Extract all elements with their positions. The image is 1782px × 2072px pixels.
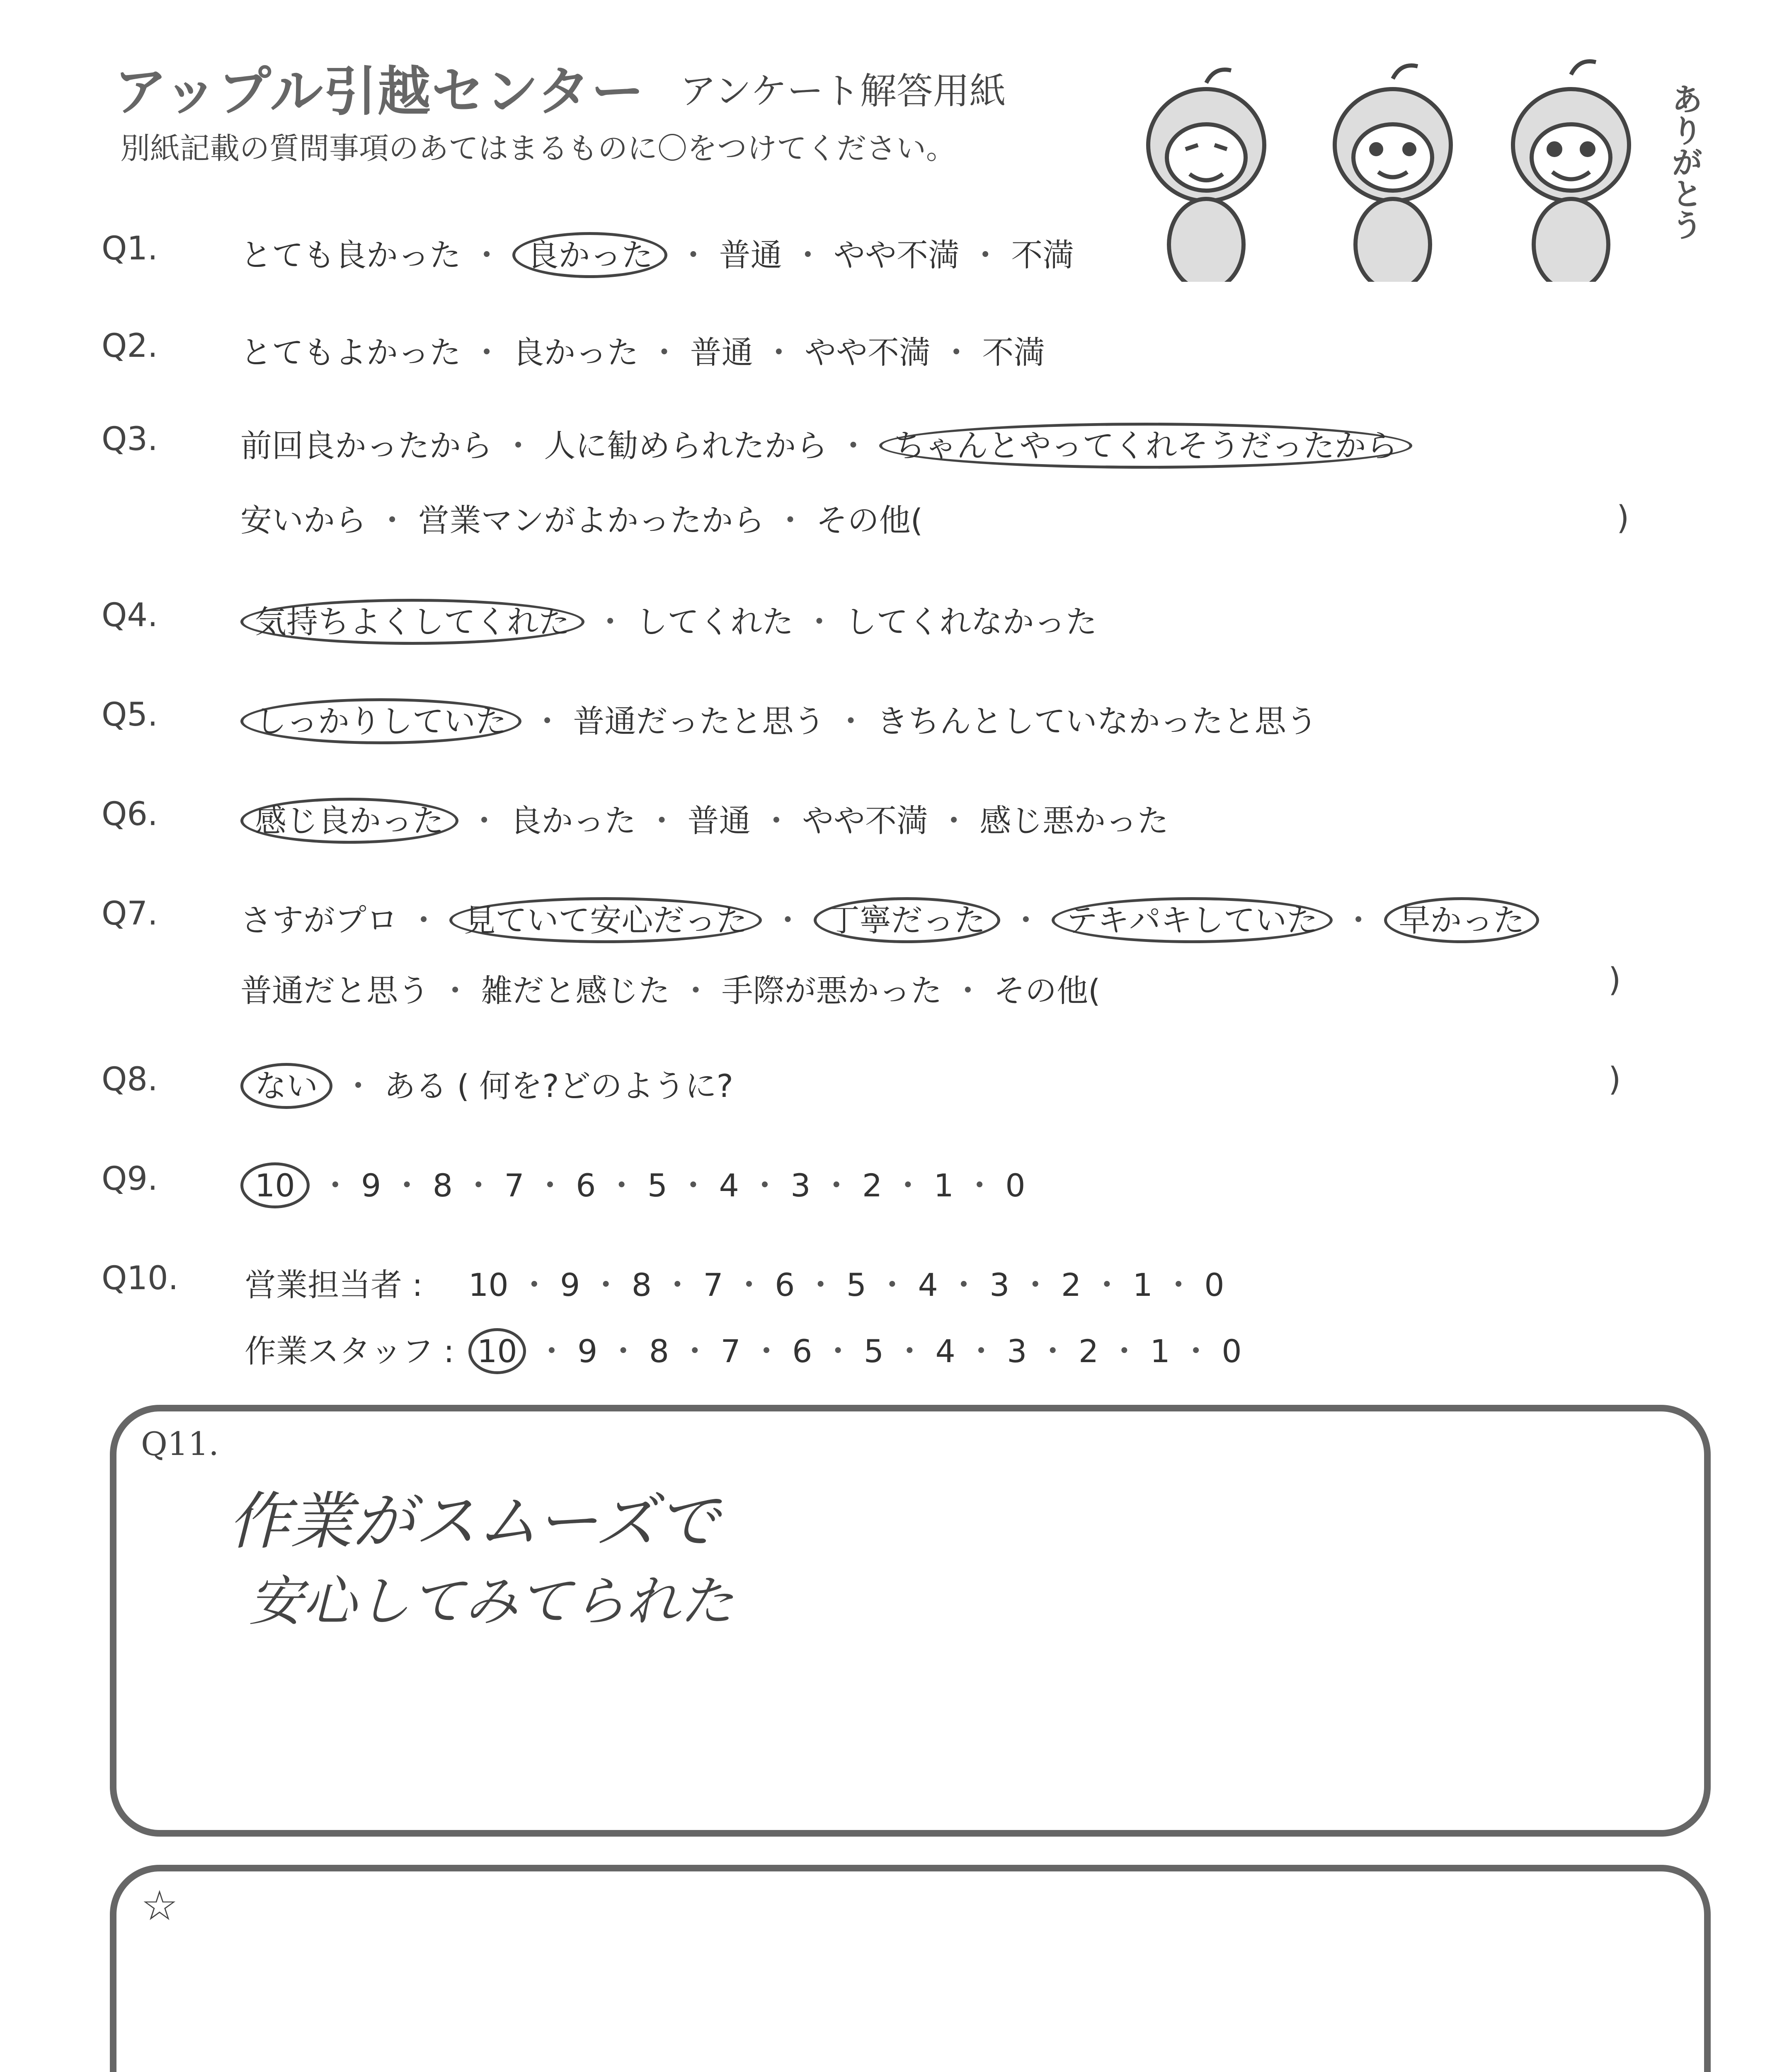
- q8-options-line-1: ない ・ ある ( 何を?どのように?: [240, 1061, 733, 1106]
- q10-scale-option[interactable]: 10: [468, 1328, 526, 1374]
- q10-scale-option[interactable]: 2: [1061, 1266, 1081, 1303]
- q10-scale-option[interactable]: 8: [649, 1333, 669, 1370]
- thanks-text: ありがとう: [1666, 83, 1703, 240]
- q6-option[interactable]: 感じ悪かった: [979, 802, 1169, 839]
- q3-label: Q3.: [102, 421, 158, 458]
- q8-option[interactable]: ない: [240, 1063, 332, 1109]
- q9-option[interactable]: 4: [719, 1167, 739, 1204]
- q7-option[interactable]: 普通だと思う: [240, 972, 429, 1009]
- q3-option[interactable]: 人に勧められたから: [544, 427, 828, 464]
- q6-label: Q6.: [102, 796, 158, 833]
- q10-scale-option[interactable]: 7: [720, 1333, 741, 1370]
- q5-option[interactable]: しっかりしていた: [240, 698, 521, 744]
- q8-option[interactable]: ある ( 何を?どのように?: [384, 1067, 733, 1104]
- q10-row-staff-name: 作業スタッフ :: [245, 1333, 454, 1370]
- q10-scale-option[interactable]: 9: [560, 1266, 580, 1303]
- star-comment-box[interactable]: [110, 1865, 1711, 2072]
- q7-option[interactable]: その他(: [993, 972, 1101, 1009]
- q7-option[interactable]: 早かった: [1384, 897, 1539, 943]
- page-title: アップル引越センター: [114, 61, 645, 123]
- q9-option[interactable]: 1: [933, 1167, 954, 1204]
- q2-option[interactable]: 普通: [690, 334, 753, 371]
- q9-option[interactable]: 3: [790, 1167, 811, 1204]
- q10-scale-option[interactable]: 6: [775, 1266, 795, 1303]
- q4-option[interactable]: してくれなかった: [845, 603, 1097, 640]
- q10-row-sales-scale: 10 ・ 9 ・ 8 ・ 7 ・ 6 ・ 5 ・ 4 ・ 3 ・ 2 ・ 1 ・ 0: [468, 1266, 1224, 1303]
- q4-option[interactable]: してくれた: [636, 603, 794, 640]
- q1-option[interactable]: とても良かった: [240, 237, 461, 274]
- q10-scale-option[interactable]: 1: [1132, 1266, 1153, 1303]
- q2-option[interactable]: 不満: [982, 334, 1045, 371]
- q1-label: Q1.: [102, 230, 158, 267]
- q6-option[interactable]: 普通: [687, 802, 751, 839]
- q10-scale-option[interactable]: 1: [1150, 1333, 1170, 1370]
- q4-options-line-1: 気持ちよくしてくれた ・ してくれた ・ してくれなかった: [240, 597, 1097, 642]
- q10-row-staff-scale: 10 ・ 9 ・ 8 ・ 7 ・ 6 ・ 5 ・ 4 ・ 3 ・ 2 ・ 1 ・ 0: [468, 1326, 1242, 1371]
- q1-option[interactable]: 良かった: [512, 232, 667, 278]
- q2-option[interactable]: とてもよかった: [240, 334, 461, 371]
- q10-label: Q10.: [102, 1260, 179, 1297]
- q5-label: Q5.: [102, 696, 158, 733]
- q7-option[interactable]: 見ていて安心だった: [449, 897, 762, 943]
- page-subtitle: アンケート解答用紙: [680, 70, 1006, 112]
- q9-option[interactable]: 10: [240, 1162, 310, 1208]
- q9-option[interactable]: 2: [862, 1167, 883, 1204]
- q1-option[interactable]: 不満: [1011, 237, 1074, 274]
- q5-options-line-1: しっかりしていた ・ 普通だったと思う ・ きちんとしていなかったと思う: [240, 696, 1318, 741]
- q9-option[interactable]: 9: [361, 1167, 381, 1204]
- q1-options-line-1: とても良かった ・ 良かった ・ 普通 ・ やや不満 ・ 不満: [240, 230, 1074, 275]
- q2-label: Q2.: [102, 327, 158, 365]
- q9-option[interactable]: 0: [1005, 1167, 1026, 1204]
- q8-label: Q8.: [102, 1061, 158, 1098]
- q10-scale-option[interactable]: 4: [918, 1266, 938, 1303]
- q7-close-paren: ): [1608, 961, 1621, 999]
- q11-handwriting-line-1: 作業がスムーズで: [228, 1486, 720, 1558]
- q10-scale-option[interactable]: 5: [846, 1266, 867, 1303]
- q11-label: Q11.: [141, 1426, 219, 1463]
- q10-scale-option[interactable]: 7: [703, 1266, 723, 1303]
- q9-option[interactable]: 8: [432, 1167, 453, 1204]
- q9-option[interactable]: 6: [576, 1167, 596, 1204]
- q4-option[interactable]: 気持ちよくしてくれた: [240, 599, 584, 645]
- q7-option[interactable]: 雑だと感じた: [481, 972, 670, 1009]
- q9-options-line-1: 10 ・ 9 ・ 8 ・ 7 ・ 6 ・ 5 ・ 4 ・ 3 ・ 2 ・ 1 ・ 0: [240, 1160, 1026, 1205]
- q3-option[interactable]: その他(: [816, 502, 923, 539]
- q2-option[interactable]: 良かった: [512, 334, 639, 371]
- q10-scale-option[interactable]: 0: [1222, 1333, 1242, 1370]
- q10-scale-option[interactable]: 3: [1007, 1333, 1027, 1370]
- q10-scale-option[interactable]: 4: [935, 1333, 955, 1370]
- q4-label: Q4.: [102, 597, 158, 634]
- q10-scale-option[interactable]: 9: [577, 1333, 598, 1370]
- q10-scale-option[interactable]: 3: [989, 1266, 1010, 1303]
- q3-options-line-2: 安いから ・ 営業マンがよかったから ・ その他(: [240, 502, 923, 539]
- q10-scale-option[interactable]: 0: [1204, 1266, 1224, 1303]
- q7-option[interactable]: 丁寧だった: [814, 897, 1000, 943]
- q10-scale-option[interactable]: 5: [863, 1333, 884, 1370]
- q6-option[interactable]: やや不満: [802, 802, 928, 839]
- q2-option[interactable]: やや不満: [804, 334, 931, 371]
- q7-option[interactable]: さすがプロ: [240, 902, 398, 939]
- q5-option[interactable]: きちんとしていなかったと思う: [876, 703, 1318, 740]
- q3-option[interactable]: 営業マンがよかったから: [418, 502, 765, 539]
- q3-option[interactable]: ちゃんとやってくれそうだったから: [879, 423, 1412, 469]
- q10-scale-option[interactable]: 6: [792, 1333, 812, 1370]
- q7-options-line-1: さすがプロ ・ 見ていて安心だった ・ 丁寧だった ・ テキパキしていた ・ 早かった: [240, 895, 1539, 940]
- q9-option[interactable]: 7: [504, 1167, 524, 1204]
- q3-options-line-1: 前回良かったから ・ 人に勧められたから ・ ちゃんとやってくれそうだったから: [240, 421, 1412, 466]
- q10-scale-option[interactable]: 10: [468, 1266, 509, 1303]
- q11-handwriting-line-2: 安心してみてられた: [249, 1570, 734, 1633]
- q6-option[interactable]: 感じ良かった: [240, 798, 458, 844]
- q8-close-paren: ): [1608, 1061, 1621, 1098]
- q7-options-line-2: 普通だと思う ・ 雑だと感じた ・ 手際が悪かった ・ その他(: [240, 972, 1101, 1009]
- q1-option[interactable]: 普通: [719, 237, 782, 274]
- q10-row-sales-name: 営業担当者 :: [245, 1266, 423, 1303]
- q2-options-line-1: とてもよかった ・ 良かった ・ 普通 ・ やや不満 ・ 不満: [240, 334, 1045, 371]
- q6-option[interactable]: 良かった: [510, 802, 636, 839]
- q7-option[interactable]: 手際が悪かった: [721, 972, 942, 1009]
- q6-options-line-1: 感じ良かった ・ 良かった ・ 普通 ・ やや不満 ・ 感じ悪かった: [240, 796, 1169, 841]
- q3-option[interactable]: 安いから: [240, 502, 366, 539]
- q9-label: Q9.: [102, 1160, 158, 1198]
- q7-option[interactable]: テキパキしていた: [1052, 897, 1333, 943]
- q9-option[interactable]: 5: [647, 1167, 668, 1204]
- instructions: 別紙記載の質問事項のあてはまるものに〇をつけてください。: [120, 131, 956, 166]
- q3-close-paren: ): [1617, 499, 1629, 537]
- q5-option[interactable]: 普通だったと思う: [573, 703, 825, 740]
- q10-scale-option[interactable]: 8: [631, 1266, 652, 1303]
- monkey-mascots-illustration: [1136, 50, 1708, 282]
- star-icon: ☆: [141, 1881, 178, 1930]
- q7-label: Q7.: [102, 895, 158, 932]
- q1-option[interactable]: やや不満: [833, 237, 960, 274]
- q10-scale-option[interactable]: 2: [1078, 1333, 1099, 1370]
- q3-option[interactable]: 前回良かったから: [240, 427, 492, 464]
